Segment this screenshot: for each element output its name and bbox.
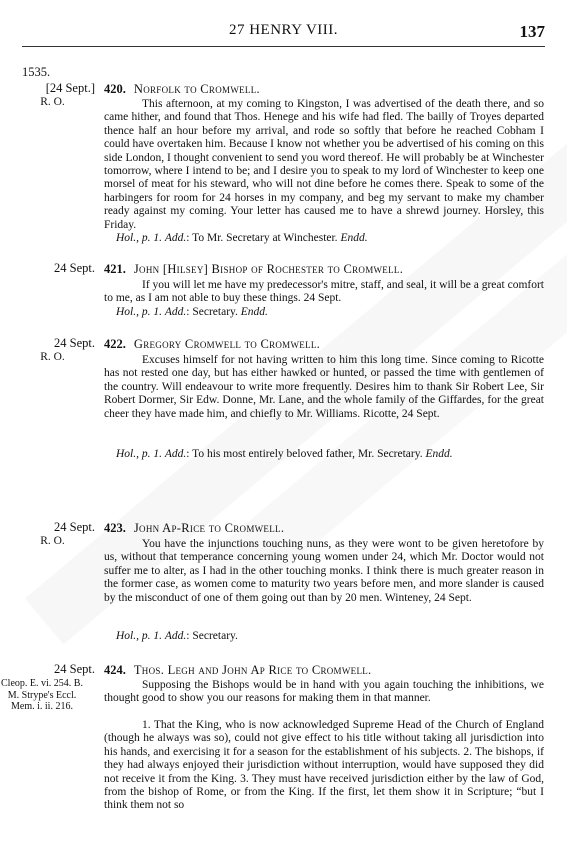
entry-heading — [104, 337, 320, 351]
entry-title: Norfolk to Cromwell. — [133, 82, 260, 96]
entry-title: Thos. Legh and John Ap Rice to Cromwell. — [133, 663, 372, 677]
entry-number: 420. — [104, 82, 126, 96]
entry-heading — [104, 82, 260, 96]
entry-heading — [104, 663, 371, 677]
entry-title: John [Hilsey] Bishop of Rochester to Cromwell. — [133, 262, 404, 276]
entry-heading — [104, 262, 403, 276]
entry-heading — [104, 521, 284, 535]
entry-date: 24 Sept. — [54, 261, 95, 275]
entry-text: Excuses himself for not having written to him this long time. Since coming to Ricotte has not rested one day, but has either hawked or hunted, or passed the time with gentlemen of the country. Will endeavour to write more frequently. Desires him to thank Sir Robert Lee, Sir Robert Dormer, Sir Edw. Donne, Mr. Lane, and the whole family of the Giffardes, for the great cheer they have made him, and chiefly to Mr. Williams. Ricotte, 24 Sept. — [104, 354, 544, 420]
entry-source: R. O. — [40, 351, 65, 363]
header-rule — [22, 46, 545, 47]
entry-number: 423. — [104, 521, 126, 535]
entry-date: [24 Sept.] — [45, 81, 95, 95]
entry-title: John Ap-Rice to Cromwell. — [133, 521, 285, 535]
entry-title: Gregory Cromwell to Cromwell. — [133, 337, 321, 351]
entry-number: 424. — [104, 663, 126, 677]
entry-date: 24 Sept. — [54, 520, 95, 534]
entry-source: R. O. — [40, 96, 65, 108]
entry-number: 422. — [104, 337, 126, 351]
page-header — [0, 22, 567, 42]
entry-date: 24 Sept. — [54, 662, 95, 676]
entry-note: Hol., p. 1. Add.: Secretary. — [116, 630, 238, 642]
entry-text-continued: 1. That the King, who is now acknowledged Supreme Head of the Church of England (though he always was so), could not give effect to his title without taking all jurisdiction into his hands, and exercising it for a season for the establishment of his subjects. 2. The bishops, if they had always enjoyed their jurisdiction without interruption, would have supposed they did not receive it from the King. 3. They must have received jurisdiction either by the law of God, from the bishop of Rome, or from the King. If the first, let them show it in Scripture; “but I think them not so — [104, 719, 544, 812]
margin-note — [0, 82, 95, 109]
margin-note — [0, 663, 95, 676]
entry-note: Hol., p. 1. Add.: Secretary. Endd. — [116, 306, 268, 318]
entry-source: Cleop. E. vi. 254. B. M. Strype's Eccl. Mem. i. ii. 216. — [1, 678, 83, 712]
entry-note: Hol., p. 1. Add.: To Mr. Secretary at Winchester. Endd. — [116, 232, 368, 244]
entry-text: This afternoon, at my coming to Kingston, I was advertised of the death there, and so came hither, and found that Thos. Henege and his wife had fled. The bailly of Troyes departed thence half an hour before my arrival, and rode so softly that before he reached Cobham I could have overtaken him. Because I know not whether you be advertised of his coming on this side London, I thought convenient to send you word thereof. He will probably be at Winchester tomorrow, where I intend to be; and I desire you to speak to my lord of Winchester to keep one morsel of meat for his steward, who will not dine before he comes there. Speak to some of the harbingers for room for 24 horses in my company, and beg my servant to make my chamber ready against my coming. Your letter has caused me to have a shrewd journey. Horsley, this Friday. — [104, 98, 544, 231]
margin-note — [0, 262, 95, 275]
running-title: 27 HENRY VIII. — [228, 22, 339, 38]
entry-source: R. O. — [40, 535, 65, 547]
year-label: 1535. — [22, 65, 51, 79]
margin-note — [0, 337, 95, 364]
margin-note — [0, 521, 95, 548]
entry-number: 421. — [104, 262, 126, 276]
entry-text: Supposing the Bishops would be in hand with you again touching the inhibitions, we thought good to show you our reasons for making them in that manner. — [104, 679, 544, 705]
entry-text: You have the injunctions touching nuns, as they were wont to be given heretofore by us, without that temperance concerning young women under 24, which Mr. Doctor would not suffer me to alter, as I had in the other touching monks. I think there is much greater reason in the former case, as women come to maturity two years before men, and more slander is caused by the misconduct of one of them going out than by 20 men. Winteney, 24 Sept. — [104, 538, 544, 604]
entry-note: Hol., p. 1. Add.: To his most entirely beloved father, Mr. Secretary. Endd. — [116, 448, 453, 460]
page-number: 137 — [519, 22, 545, 41]
entry-text: If you will let me have my predecessor's mitre, staff, and seal, it will be a great comfort to me, as I am not able to buy these things. 24 Sept. — [104, 279, 544, 305]
entry-date: 24 Sept. — [54, 336, 95, 350]
